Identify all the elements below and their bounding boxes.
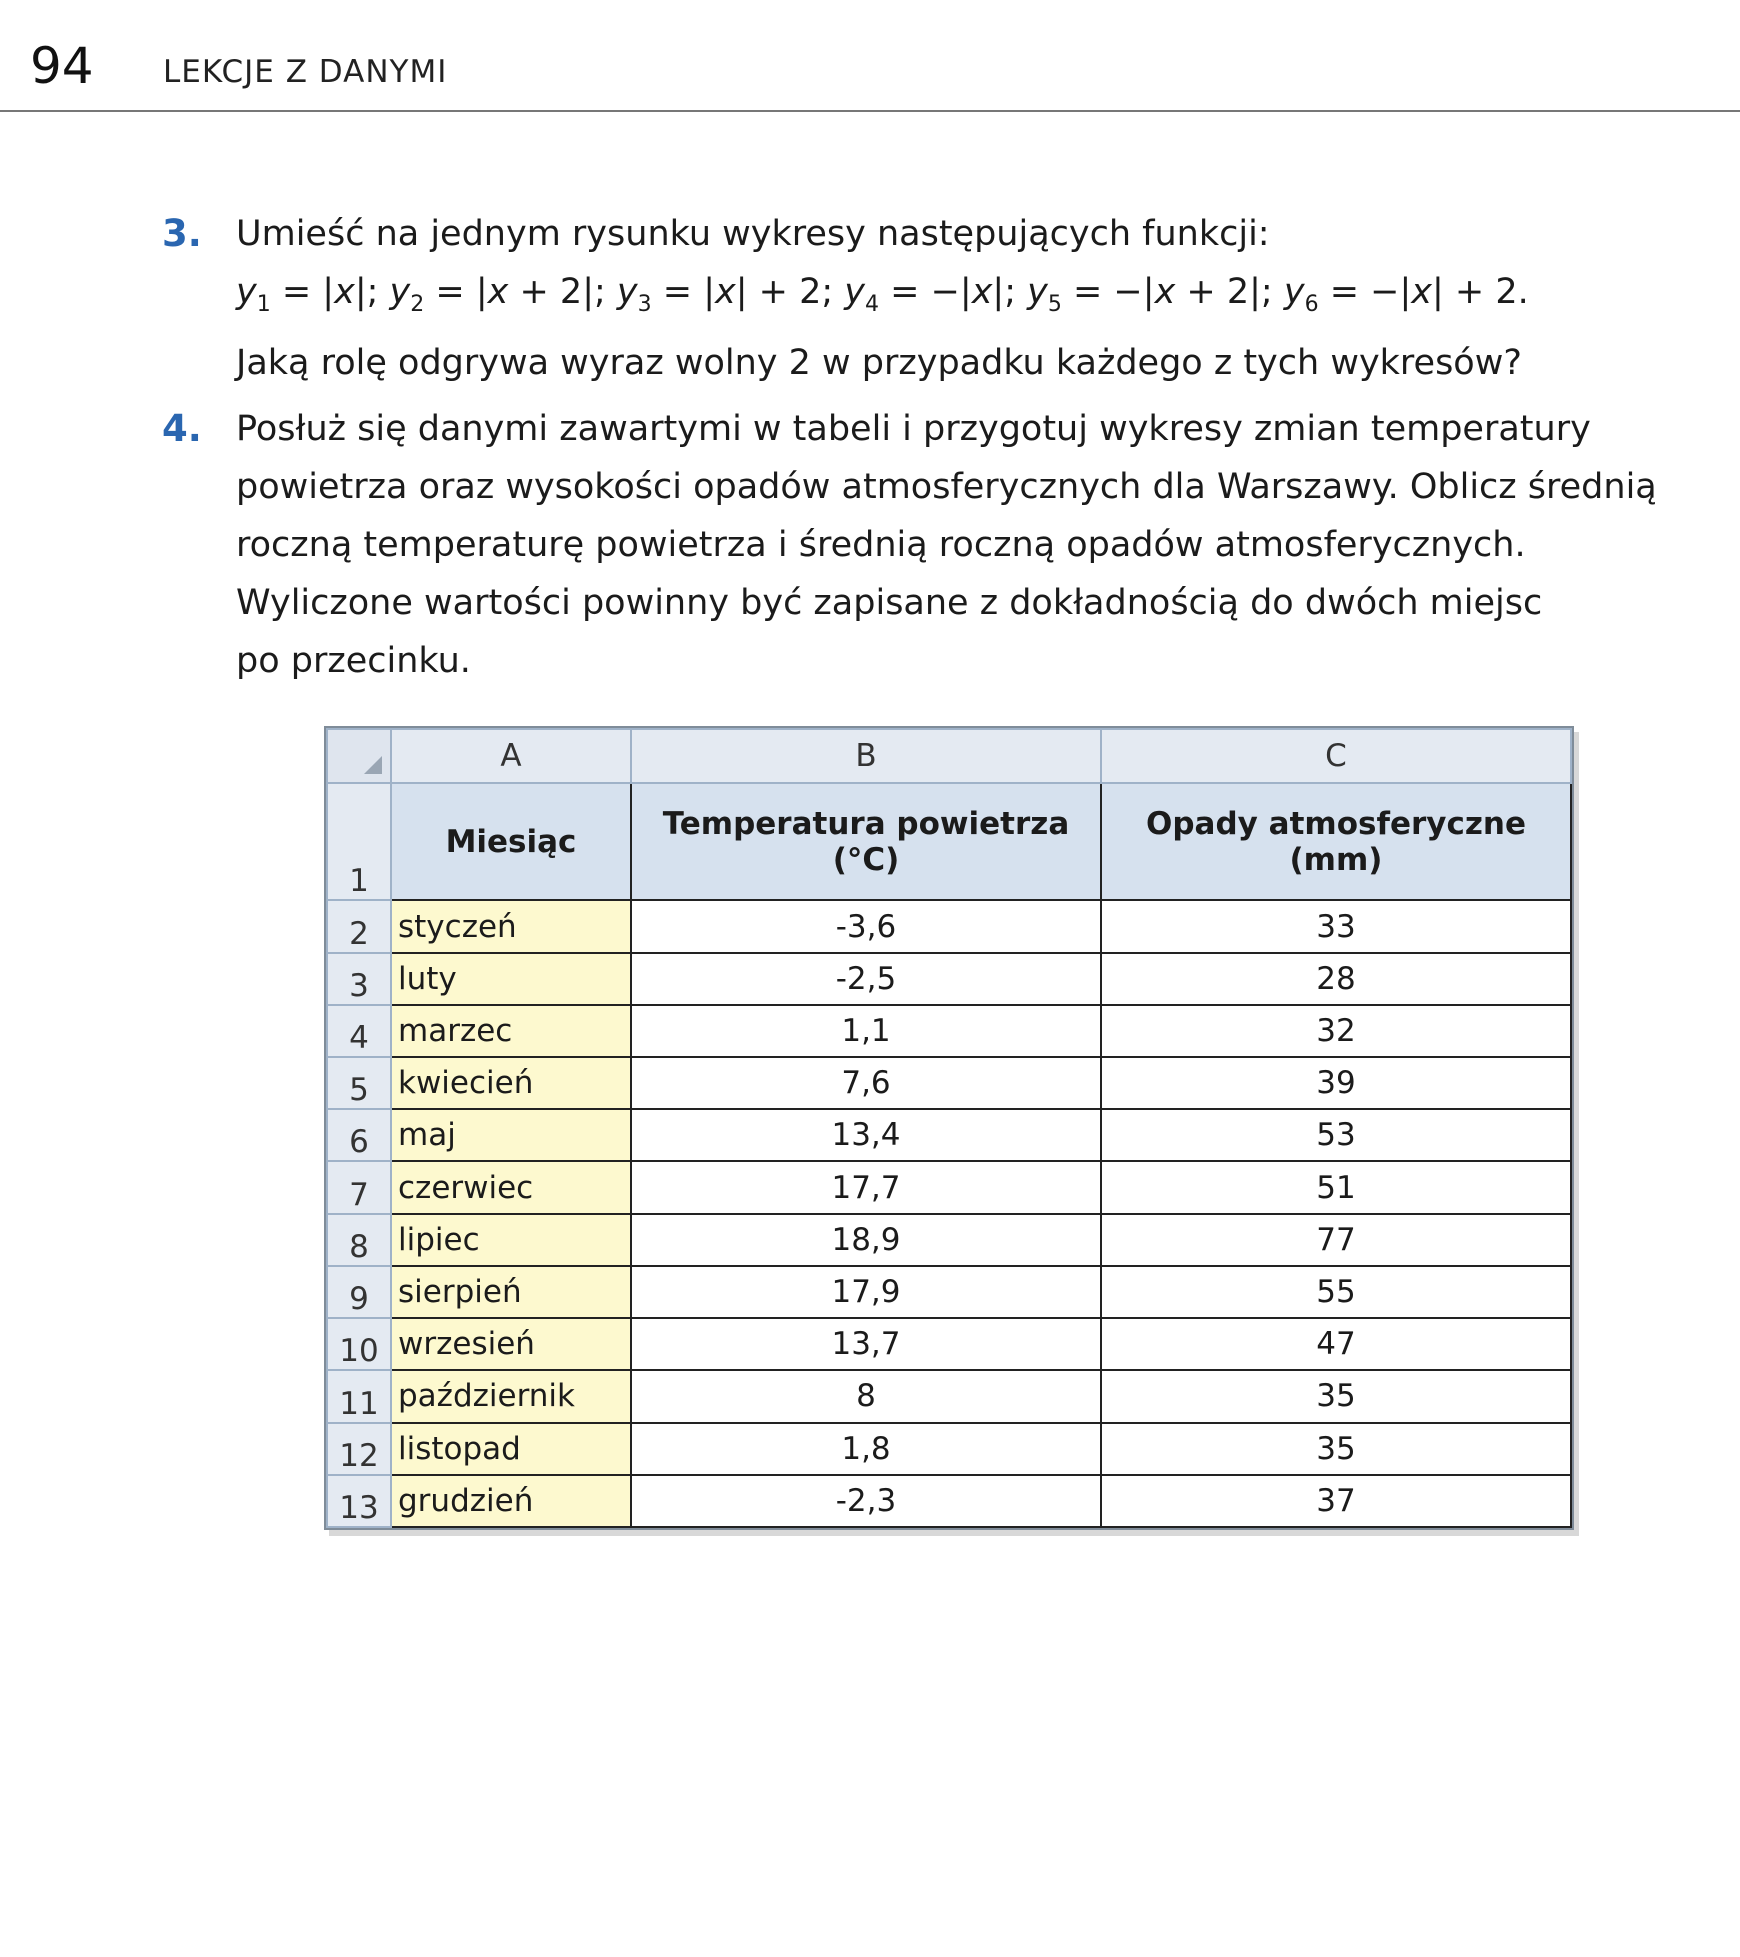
month-cell[interactable]: styczeń xyxy=(391,900,631,952)
temperature-cell[interactable]: -3,6 xyxy=(631,900,1101,952)
table-row xyxy=(327,1266,1571,1318)
exercise-line: powietrza oraz wysokości opadów atmosferycznych dla Warszawy. Oblicz średnią xyxy=(236,467,1657,507)
row-number[interactable]: 4 xyxy=(327,1005,391,1057)
header-cell-month[interactable]: Miesiąc xyxy=(391,783,631,900)
header-cell-precipitation[interactable]: Opady atmosferyczne (mm) xyxy=(1101,783,1571,900)
precipitation-cell[interactable]: 55 xyxy=(1101,1266,1571,1318)
row-number[interactable]: 13 xyxy=(327,1475,391,1527)
row-number[interactable]: 10 xyxy=(327,1318,391,1370)
month-cell[interactable]: marzec xyxy=(391,1005,631,1057)
exercise-line: roczną temperaturę powietrza i średnią roczną opadów atmosferycznych. xyxy=(236,525,1526,565)
month-cell[interactable]: sierpień xyxy=(391,1266,631,1318)
month-cell[interactable]: czerwiec xyxy=(391,1161,631,1213)
row-number[interactable]: 11 xyxy=(327,1370,391,1422)
temperature-cell[interactable]: 13,4 xyxy=(631,1109,1101,1161)
select-all-corner[interactable] xyxy=(327,729,391,783)
temperature-cell[interactable]: -2,3 xyxy=(631,1475,1101,1527)
row-number[interactable]: 3 xyxy=(327,953,391,1005)
row-number[interactable]: 5 xyxy=(327,1057,391,1109)
temperature-cell[interactable]: 17,7 xyxy=(631,1161,1101,1213)
exercise-line: po przecinku. xyxy=(236,641,471,681)
precipitation-cell[interactable]: 47 xyxy=(1101,1318,1571,1370)
temperature-cell[interactable]: 1,8 xyxy=(631,1423,1101,1475)
exercise-line: Wyliczone wartości powinny być zapisane z dokładnością do dwóch miejsc xyxy=(236,583,1543,623)
running-title: LEKCJE Z DANYMI xyxy=(163,54,448,90)
precipitation-cell[interactable]: 53 xyxy=(1101,1109,1571,1161)
temperature-cell[interactable]: -2,5 xyxy=(631,953,1101,1005)
exercise-line: Posłuż się danymi zawartymi w tabeli i przygotuj wykresy zmian temperatury xyxy=(236,409,1591,449)
page-number: 94 xyxy=(30,37,94,95)
temperature-cell[interactable]: 7,6 xyxy=(631,1057,1101,1109)
exercise-body xyxy=(236,205,1529,392)
row-number[interactable]: 9 xyxy=(327,1266,391,1318)
column-header-c[interactable]: C xyxy=(1101,729,1571,783)
column-header-a[interactable]: A xyxy=(391,729,631,783)
temperature-cell[interactable]: 18,9 xyxy=(631,1214,1101,1266)
table-row xyxy=(327,1214,1571,1266)
exercise-line: Jaką rolę odgrywa wyraz wolny 2 w przypadku każdego z tych wykresów? xyxy=(236,343,1522,383)
temperature-cell[interactable]: 13,7 xyxy=(631,1318,1101,1370)
table-row xyxy=(327,1423,1571,1475)
table-row xyxy=(327,1318,1571,1370)
row-number[interactable]: 6 xyxy=(327,1109,391,1161)
function-list: $y_1 = |x|$; $y_2 = |x + 2|$; $y_3 = |x| + 2$; $y_4 = -|x|$; $y_5 = -|x + 2|$; $y_6 = -|x| + 2$. xyxy=(236,272,1529,317)
spreadsheet xyxy=(324,726,1574,1530)
table-row xyxy=(327,1475,1571,1527)
table-row xyxy=(327,900,1571,952)
exercise-number: 3. xyxy=(162,212,202,255)
precipitation-cell[interactable]: 37 xyxy=(1101,1475,1571,1527)
column-header-b[interactable]: B xyxy=(631,729,1101,783)
table-row xyxy=(327,1109,1571,1161)
month-cell[interactable]: listopad xyxy=(391,1423,631,1475)
row-number[interactable]: 12 xyxy=(327,1423,391,1475)
table-row xyxy=(327,1057,1571,1109)
month-cell[interactable]: wrzesień xyxy=(391,1318,631,1370)
precipitation-cell[interactable]: 33 xyxy=(1101,900,1571,952)
precipitation-cell[interactable]: 35 xyxy=(1101,1423,1571,1475)
precipitation-cell[interactable]: 28 xyxy=(1101,953,1571,1005)
precipitation-cell[interactable]: 51 xyxy=(1101,1161,1571,1213)
header-cell-temperature[interactable]: Temperatura powietrza (°C) xyxy=(631,783,1101,900)
table-row xyxy=(327,1370,1571,1422)
table-row xyxy=(327,953,1571,1005)
exercise-number: 4. xyxy=(162,407,202,450)
month-cell[interactable]: luty xyxy=(391,953,631,1005)
precipitation-cell[interactable]: 77 xyxy=(1101,1214,1571,1266)
temperature-cell[interactable]: 8 xyxy=(631,1370,1101,1422)
temperature-cell[interactable]: 17,9 xyxy=(631,1266,1101,1318)
precipitation-cell[interactable]: 32 xyxy=(1101,1005,1571,1057)
row-number[interactable]: 8 xyxy=(327,1214,391,1266)
month-cell[interactable]: grudzień xyxy=(391,1475,631,1527)
month-cell[interactable]: kwiecień xyxy=(391,1057,631,1109)
precipitation-cell[interactable]: 39 xyxy=(1101,1057,1571,1109)
exercise-body xyxy=(236,400,1657,690)
temperature-cell[interactable]: 1,1 xyxy=(631,1005,1101,1057)
month-cell[interactable]: lipiec xyxy=(391,1214,631,1266)
exercise-4 xyxy=(162,400,1702,690)
exercise-3 xyxy=(162,205,1702,383)
row-number[interactable]: 1 xyxy=(327,783,391,900)
month-cell[interactable]: maj xyxy=(391,1109,631,1161)
data-table xyxy=(326,728,1572,1528)
precipitation-cell[interactable]: 35 xyxy=(1101,1370,1571,1422)
table-row xyxy=(327,1161,1571,1213)
exercise-line: Umieść na jednym rysunku wykresy następujących funkcji: xyxy=(236,214,1270,254)
select-all-icon xyxy=(364,756,382,774)
month-cell[interactable]: październik xyxy=(391,1370,631,1422)
table-row xyxy=(327,1005,1571,1057)
header-rule xyxy=(0,110,1740,112)
row-number[interactable]: 2 xyxy=(327,900,391,952)
row-number[interactable]: 7 xyxy=(327,1161,391,1213)
